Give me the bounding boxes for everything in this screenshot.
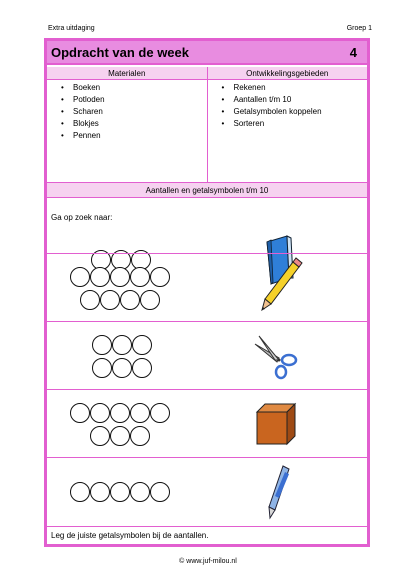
circle bbox=[110, 267, 130, 287]
development-list bbox=[208, 80, 368, 182]
header-right: Groep 1 bbox=[346, 25, 372, 32]
circle bbox=[130, 267, 150, 287]
circle bbox=[120, 290, 140, 310]
circle bbox=[150, 403, 170, 423]
circle bbox=[110, 482, 130, 502]
circle bbox=[80, 290, 100, 310]
circle bbox=[150, 482, 170, 502]
scissors-icon bbox=[249, 322, 309, 389]
block-icon bbox=[249, 390, 309, 457]
list-item: • Getalsymbolen koppelen bbox=[222, 106, 368, 118]
list-item: • Pennen bbox=[61, 130, 207, 142]
circle bbox=[70, 403, 90, 423]
circle bbox=[70, 267, 90, 287]
count-circles bbox=[69, 322, 175, 389]
list-item: • Boeken bbox=[61, 82, 207, 94]
week-number: 4 bbox=[349, 44, 357, 60]
page-title: Opdracht van de week bbox=[51, 44, 189, 60]
exercise-row bbox=[47, 321, 367, 389]
circle bbox=[130, 482, 150, 502]
prompt-text: Ga op zoek naar: bbox=[51, 213, 113, 222]
circle bbox=[92, 358, 112, 378]
columns-body bbox=[47, 80, 367, 183]
circle bbox=[130, 426, 150, 446]
list-item: • Potloden bbox=[61, 94, 207, 106]
list-item: • Blokjes bbox=[61, 118, 207, 130]
subtitle-bar: Aantallen en getalsymbolen t/m 10 bbox=[47, 183, 367, 198]
circle bbox=[92, 335, 112, 355]
columns-header bbox=[47, 67, 367, 80]
pen-icon bbox=[249, 458, 309, 525]
count-circles bbox=[69, 390, 175, 457]
circle bbox=[132, 335, 152, 355]
circle bbox=[110, 426, 130, 446]
count-circles bbox=[69, 458, 175, 525]
development-heading: Ontwikkelingsgebieden bbox=[246, 69, 329, 78]
circle bbox=[140, 290, 160, 310]
instruction-text: Leg de juiste getalsymbolen bij de aantallen. bbox=[51, 531, 209, 540]
circle bbox=[110, 403, 130, 423]
count-circles bbox=[69, 254, 175, 321]
exercise-row bbox=[47, 457, 367, 525]
list-item: • Sorteren bbox=[222, 118, 368, 130]
pencil-icon bbox=[249, 254, 309, 321]
list-item: • Rekenen bbox=[222, 82, 368, 94]
circle bbox=[132, 358, 152, 378]
copyright: © www.juf-milou.nl bbox=[179, 558, 237, 565]
circle bbox=[70, 482, 90, 502]
divider bbox=[47, 526, 367, 527]
list-item: • Aantallen t/m 10 bbox=[222, 94, 368, 106]
worksheet bbox=[44, 38, 370, 547]
materials-list bbox=[47, 80, 208, 182]
circle bbox=[90, 482, 110, 502]
list-item: • Scharen bbox=[61, 106, 207, 118]
materials-heading: Materialen bbox=[47, 67, 208, 79]
circle bbox=[90, 426, 110, 446]
exercise-row bbox=[47, 389, 367, 457]
circle bbox=[130, 403, 150, 423]
circle bbox=[112, 335, 132, 355]
circle bbox=[100, 290, 120, 310]
circle bbox=[112, 358, 132, 378]
circle bbox=[90, 267, 110, 287]
exercise-row bbox=[47, 253, 367, 321]
circle bbox=[90, 403, 110, 423]
circle bbox=[150, 267, 170, 287]
title-bar bbox=[47, 41, 367, 65]
header-left: Extra uitdaging bbox=[48, 25, 95, 32]
